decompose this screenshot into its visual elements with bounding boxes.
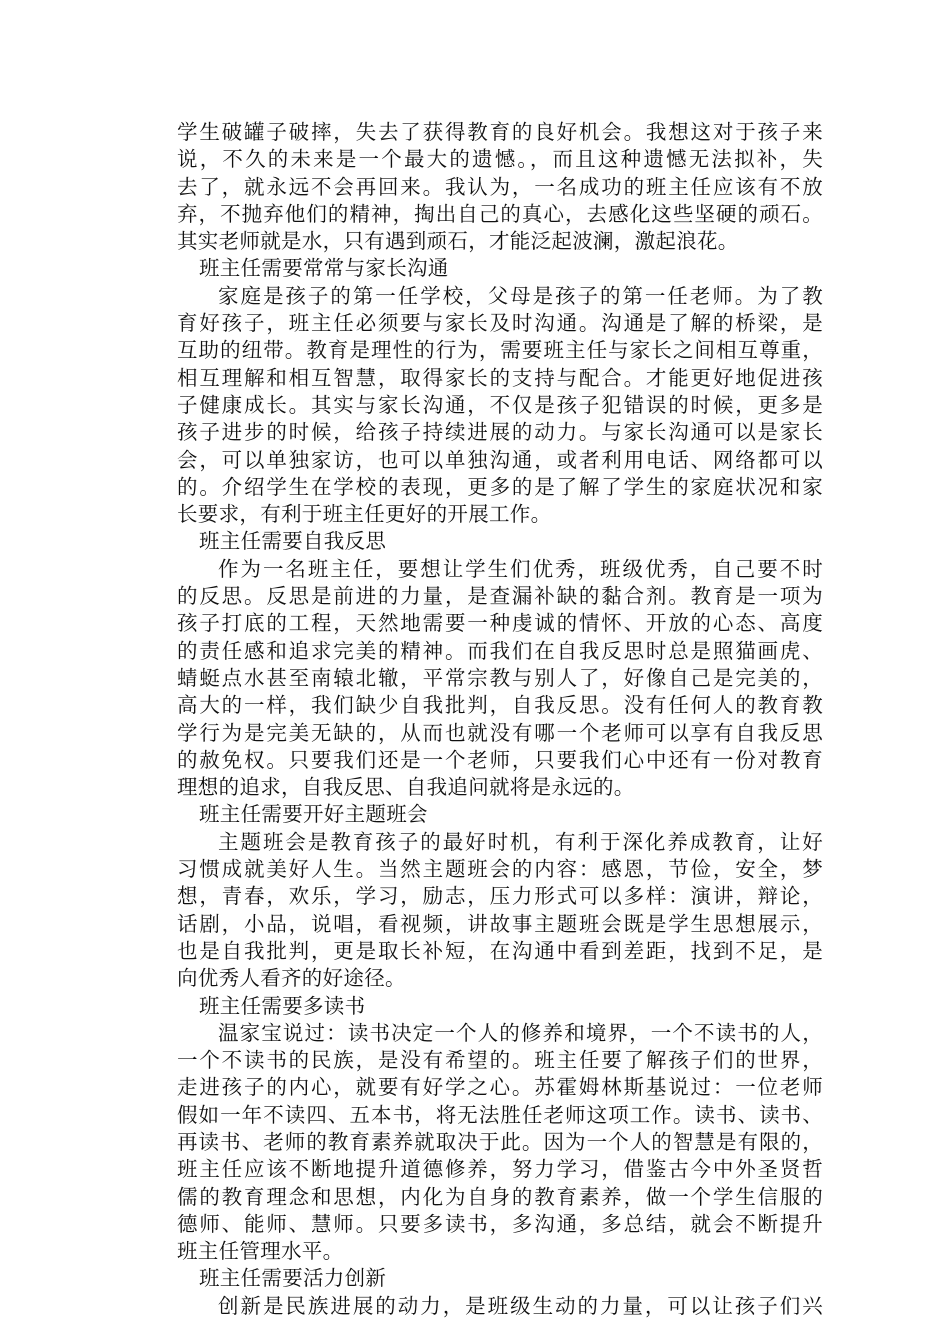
- section-heading: 班主任需要常常与家长沟通: [199, 256, 449, 281]
- body-paragraph: [177, 556, 823, 802]
- paragraph-line: 走进孩子的内心，就要有好学之心。苏霍姆林斯基说过：一位老师: [177, 1075, 823, 1100]
- body-paragraph: [177, 119, 823, 255]
- paragraph-line: 假如一年不读四、五本书，将无法胜任老师这项工作。读书、读书、: [177, 1102, 823, 1127]
- paragraph-line: 学生破罐子破摔，失去了获得教育的良好机会。我想这对于孩子来: [177, 120, 823, 144]
- paragraph-line: 的赦免权。只要我们还是一个老师，只要我们心中还有一份对教育: [177, 747, 823, 772]
- section-heading: 班主任需要自我反思: [199, 529, 387, 554]
- paragraph-line: 育好孩子，班主任必须要与家长及时沟通。沟通是了解的桥梁，是: [177, 311, 823, 336]
- paragraph-line: 创新是民族进展的动力，是班级生动的力量，可以让孩子们兴: [218, 1293, 823, 1318]
- body-paragraph: [177, 1293, 823, 1320]
- paragraph-line: 温家宝说过：读书决定一个人的修养和境界，一个不读书的人，: [218, 1020, 823, 1045]
- paragraph-line: 蜻蜓点水甚至南辕北辙，平常宗教与别人了，好像自己是完美的，: [177, 665, 823, 690]
- paragraph-line: 去了，就永远不会再回来。我认为，一名成功的班主任应该有不放: [177, 174, 823, 199]
- section-heading: 班主任需要活力创新: [199, 1266, 387, 1291]
- paragraph-line: 班主任应该不断地提升道德修养，努力学习，借鉴古今中外圣贤哲: [177, 1157, 823, 1182]
- paragraph-line: 作为一名班主任，要想让学生们优秀，班级优秀，自己要不时: [218, 556, 823, 581]
- paragraph-line: 再读书、老师的教育素养就取决于此。因为一个人的智慧是有限的，: [177, 1129, 823, 1154]
- paragraph-line: 学行为是完美无缺的，从而也就没有哪一个老师可以享有自我反思: [177, 720, 823, 745]
- paragraph-line: 会，可以单独家访，也可以单独沟通，或者利用电话、网络都可以: [177, 447, 823, 472]
- paragraph-line: 一个不读书的民族，是没有希望的。班主任要了解孩子们的世界，: [177, 1048, 823, 1073]
- paragraph-line: 儒的教育理念和思想，内化为自身的教育素养，做一个学生信服的: [177, 1184, 823, 1209]
- paragraph-line: 向优秀人看齐的好途径。: [177, 966, 406, 991]
- section-heading: 班主任需要开好主题班会: [199, 802, 428, 827]
- paragraph-line: 高大的一样，我们缺少自我批判，自我反思。没有任何人的教育教: [177, 693, 823, 718]
- paragraph-line: 的责任感和追求完美的精神。而我们在自我反思时总是照猫画虎、: [177, 638, 823, 663]
- paragraph-line: 家庭是孩子的第一任学校，父母是孩子的第一任老师。为了教: [218, 283, 823, 308]
- body-paragraph: [177, 829, 823, 993]
- paragraph-line: 说，不久的未来是一个最大的遗憾。，而且这种遗憾无法拟补，失: [177, 147, 823, 172]
- paragraph-line: 德师、能师、慧师。只要多读书，多沟通，多总结，就会不断提升: [177, 1211, 823, 1236]
- paragraph-line: 相互理解和相互智慧，取得家长的支持与配合。才能更好地促进孩: [177, 365, 823, 390]
- paragraph-line: 想，青春，欢乐，学习，励志，压力形式可以多样：演讲，辩论，: [177, 884, 823, 909]
- paragraph-line: 主题班会是教育孩子的最好时机，有利于深化养成教育，让好: [218, 829, 823, 854]
- paragraph-line: 的。介绍学生在学校的表现，更多的是了解了学生的家庭状况和家: [177, 474, 823, 499]
- paragraph-line: 也是自我批判，更是取长补短，在沟通中看到差距，找到不足，是: [177, 938, 823, 963]
- paragraph-line: 理想的追求，自我反思、自我追问就将是永远的。: [177, 775, 635, 800]
- paragraph-line: 互助的纽带。教育是理性的行为，需要班主任与家长之间相互尊重，: [177, 338, 823, 363]
- paragraph-line: 孩子进步的时候，给孩子持续进展的动力。与家长沟通可以是家长: [177, 420, 823, 445]
- document-body: [177, 119, 823, 1320]
- paragraph-line: 班主任管理水平。: [177, 1239, 344, 1264]
- paragraph-line: 习惯成就美好人生。当然主题班会的内容：感恩，节俭，安全，梦: [177, 857, 823, 882]
- paragraph-line: 长要求，有利于班主任更好的开展工作。: [177, 502, 552, 527]
- body-paragraph: [177, 1020, 823, 1266]
- paragraph-line: 弃，不抛弃他们的精神，掏出自己的真心，去感化这些坚硬的顽石。: [177, 201, 823, 226]
- paragraph-line: 其实老师就是水，只有遇到顽石，才能泛起波澜，激起浪花。: [177, 229, 739, 254]
- paragraph-line: 孩子打底的工程，天然地需要一种虔诚的情怀、开放的心态、高度: [177, 611, 823, 636]
- body-paragraph: [177, 283, 823, 529]
- paragraph-line: 的反思。反思是前进的力量，是查漏补缺的黏合剂。教育是一项为: [177, 584, 823, 609]
- paragraph-line: 话剧，小品，说唱，看视频，讲故事主题班会既是学生思想展示，: [177, 911, 823, 936]
- section-heading: 班主任需要多读书: [199, 993, 366, 1018]
- paragraph-line: 子健康成长。其实与家长沟通，不仅是孩子犯错误的时候，更多是: [177, 392, 823, 417]
